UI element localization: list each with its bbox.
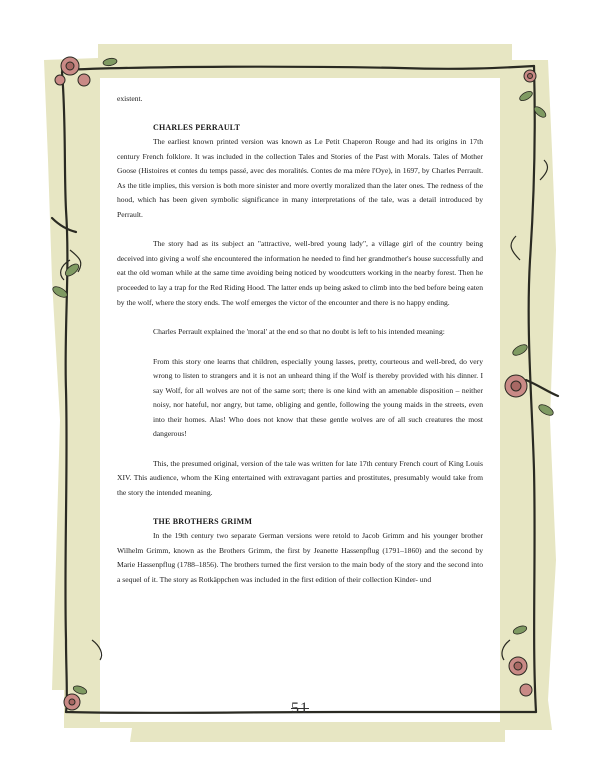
- rose-top-right: [524, 70, 536, 82]
- paragraph-spacer: [117, 310, 483, 325]
- page-number: 51: [291, 700, 309, 717]
- paragraph-spacer: [117, 222, 483, 237]
- paragraph: existent.: [117, 94, 143, 103]
- paragraph-spacer: [117, 501, 483, 515]
- paragraph: The story had as its subject an "attractive, well-bred young lady", a village girl of the country being deceived into giving a wolf she encountered the information he needed to find her grandmother's house successfully and eat the old woman while at the same time avoiding being noticed by woodcutters working in the nearby forest. Then he proceeded to lay a trap for the Red Riding Hood. The latter ends up being asked to climb into the bed before being eaten by the wolf, where the story ends. The wolf emerges the victor of the encounter and there is no happy ending.: [117, 239, 483, 307]
- rose-right-middle: [505, 375, 527, 397]
- section-heading: THE BROTHERS GRIMM: [153, 516, 253, 526]
- paragraph-spacer: [117, 442, 483, 457]
- paragraph-spacer: [117, 340, 483, 355]
- paragraph: The earliest known printed version was known as Le Petit Chaperon Rouge and had its origins in 17th century French folklore. It was included in the collection Tales and Stories of the Past with Morals. Tales of Mother Goose (Histoires et contes du temps passé, avec des moralités. Contes de ma mère l'Oye), in 1697, by Charles Perrault. As the title implies, this version is both more sinister and more overtly moralized than the later ones. The redness of the hood, which has been given symbolic significance in many interpretations of the tale, was a detail introduced by Perrault.: [117, 137, 483, 219]
- paragraph: Charles Perrault explained the 'moral' at the end so that no doubt is left to his intended meaning:: [153, 327, 445, 337]
- section-heading: CHARLES PERRAULT: [153, 122, 241, 132]
- moral-quote: From this story one learns that children, especially young lasses, pretty, courteous and well-bred, do very wrong to listen to strangers and it is not an unheard thing if the Wolf is thereby provided with his dinner. I say Wolf, for all wolves are not of the same sort; there is one kind with an amenable disposition – neither noisy, nor hateful, nor angry, but tame, obliging and gentle, following the young maids in the streets, even into their homes. Alas! Who does not know that these gentle wolves are of all such creatures the most dangerous!: [153, 356, 483, 439]
- paragraph-spacer: [117, 107, 483, 121]
- paragraph: This, the presumed original, version of the tale was written for late 17th century French court of King Louis XIV. This audience, whom the King entertained with extravagant parties and prostitutes, presumably would take from the story the intended meaning.: [117, 458, 483, 498]
- document-body: [117, 92, 483, 587]
- paragraph: In the 19th century two separate German versions were retold to Jacob Grimm and his younger brother Wilhelm Grimm, known as the Brothers Grimm, the first by Jeanette Hassenpflug (1791–1860) and the second by Marie Hassenpflug (1788–1856). The brothers turned the first version to the main body of the story and the second into a sequel of it. The story as Rotkäppchen was included in the first edition of their collection Kinder- und: [117, 531, 483, 584]
